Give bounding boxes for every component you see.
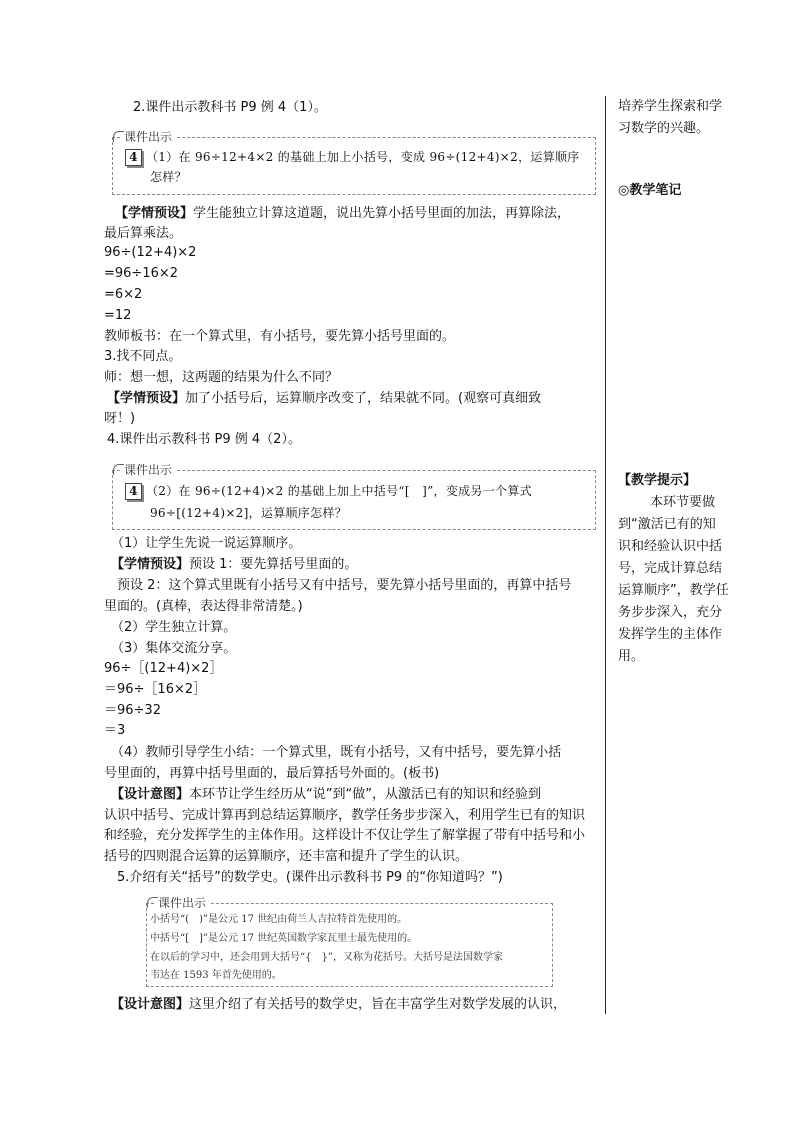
step-2-heading: 2.课件出示教科书 P9 例 4（1）。 <box>133 100 327 115</box>
side-text: 培养学生探索和学 <box>618 99 723 114</box>
tip-text: 务步步深入，充分 <box>618 605 723 620</box>
equation-line: ＝96÷32 <box>104 703 161 718</box>
courseware-tag: 课件出示 <box>155 895 209 911</box>
step-3-heading: 3.找不同点。 <box>104 349 182 364</box>
box1-line2: 怎样？ <box>150 170 187 184</box>
courseware-tag: 课件出示 <box>121 462 175 478</box>
equation-line: 96÷［(12+4)×2］ <box>104 661 223 676</box>
step-5-heading: 5.介绍有关“括号”的数学史。(课件出示教科书 P9 的“你知道吗？”) <box>117 870 503 885</box>
paragraph-line: 师：想一想，这两题的结果为什么不同？ <box>104 370 339 385</box>
courseware-tag: 课件出示 <box>121 129 175 145</box>
label-text: 学生能独立计算这道题，说出先算小括号里面的加法，再算除法， <box>193 206 571 221</box>
box3-line1: 小括号“( )”是公元 17 世纪由荷兰人吉拉特首先使用的。 <box>150 914 408 925</box>
paragraph-line: 最后算乘法。 <box>104 226 183 241</box>
label-sheji: 【设计意图】 <box>111 787 190 802</box>
equation-line: =12 <box>104 308 132 323</box>
column-divider <box>605 96 606 1014</box>
paragraph-line: 预设 2：这个算式里既有小括号又有中括号，要先算小括号里面的，再算中括号 <box>117 578 572 593</box>
paragraph-line: （2）学生独立计算。 <box>111 620 237 635</box>
example-number-badge: 4 <box>125 149 142 166</box>
tip-text: 发挥学生的主体作 <box>618 627 723 642</box>
paragraph-line <box>107 390 541 408</box>
paragraph-line: 号里面的，再算中括号里面的，最后算括号外面的。(板书) <box>104 766 440 781</box>
example-number-badge: 4 <box>125 483 142 500</box>
tip-text: 号，完成计算总结 <box>618 561 723 576</box>
tip-text: 识和经验认识中括 <box>618 539 723 554</box>
equation-line: 96÷(12+4)×2 <box>104 245 197 260</box>
teaching-tip-heading: 【教学提示】 <box>618 473 697 488</box>
step-4-heading: 4.课件出示教科书 P9 例 4（2）。 <box>107 432 301 447</box>
side-text: 习数学的兴趣。 <box>618 121 710 136</box>
courseware-box-3 <box>146 896 553 987</box>
paragraph-line: 括号的四则混合运算的运算顺序，还丰富和提升了学生的认识。 <box>104 849 469 864</box>
paragraph-line <box>111 556 357 574</box>
paragraph-line: 认识中括号、完成计算再到总结运算顺序，教学任务步步深入，利用学生已有的知识 <box>104 808 586 823</box>
label-xueqing: 【学情预设】 <box>111 557 190 572</box>
paragraph-line: （1）让学生先说一说运算顺序。 <box>111 536 302 551</box>
label-xueqing: 【学情预设】 <box>107 391 186 406</box>
tip-text: 到“激活已有的知 <box>618 517 716 532</box>
paragraph-line <box>111 786 541 804</box>
tip-text: 运算顺序”，教学任 <box>618 583 729 598</box>
box3-line2: 中括号“[ ]”是公元 17 世纪英国数学家瓦里士最先使用的。 <box>150 933 418 944</box>
paragraph-line <box>115 205 570 223</box>
courseware-box-2 <box>112 463 596 530</box>
label-text: 这里介绍了有关括号的数学史，旨在丰富学生对数学发展的认识， <box>189 997 567 1012</box>
paragraph-line <box>111 996 566 1014</box>
box1-line1: （1）在 96÷12+4×2 的基础上加上小括号，变成 96÷(12+4)×2，运算顺序 <box>146 150 580 164</box>
tip-text: 本环节要做 <box>650 495 716 510</box>
box2-line2: 96÷[(12+4)×2]，运算顺序怎样？ <box>150 506 347 520</box>
box2-line1: （2）在 96÷(12+4)×2 的基础上加上中括号“[ ]”，变成另一个算式 <box>146 484 532 498</box>
equation-line: =6×2 <box>104 287 143 302</box>
equation-line: =96÷16×2 <box>104 266 179 281</box>
equation-line: ＝3 <box>104 723 126 738</box>
label-text: 本环节让学生经历从“说”到“做”，从激活已有的知识和经验到 <box>189 787 541 802</box>
label-xueqing: 【学情预设】 <box>115 206 194 221</box>
paragraph-line: 里面的。(真棒，表达得非常清楚。) <box>104 599 303 614</box>
board-note: 教师板书：在一个算式里，有小括号，要先算小括号里面的。 <box>104 329 456 344</box>
label-sheji: 【设计意图】 <box>111 997 190 1012</box>
label-text: 加了小括号后，运算顺序改变了，结果就不同。(观察可真细致 <box>185 391 542 406</box>
paragraph-line: 呀！) <box>104 411 136 426</box>
paragraph-line: （3）集体交流分享。 <box>111 641 237 656</box>
paragraph-line: 和经验，充分发挥学生的主体作用。这样设计不仅让学生了解掌握了带有中括号和小 <box>104 828 586 843</box>
courseware-box-1 <box>112 130 596 195</box>
label-text: 预设 1：要先算括号里面的。 <box>189 557 358 572</box>
box3-line3: 在以后的学习中，还会用到大括号“{ }”，又称为花括号。大括号是法国数学家 <box>150 952 503 963</box>
box3-line4: 韦达在 1593 年首先使用的。 <box>150 970 282 981</box>
teaching-notes-heading: ◎教学笔记 <box>618 183 682 198</box>
paragraph-line: （4）教师引导学生小结：一个算式里，既有小括号，又有中括号，要先算小括 <box>111 745 562 760</box>
equation-line: ＝96÷［16×2］ <box>104 682 207 697</box>
tip-text: 用。 <box>618 649 645 664</box>
